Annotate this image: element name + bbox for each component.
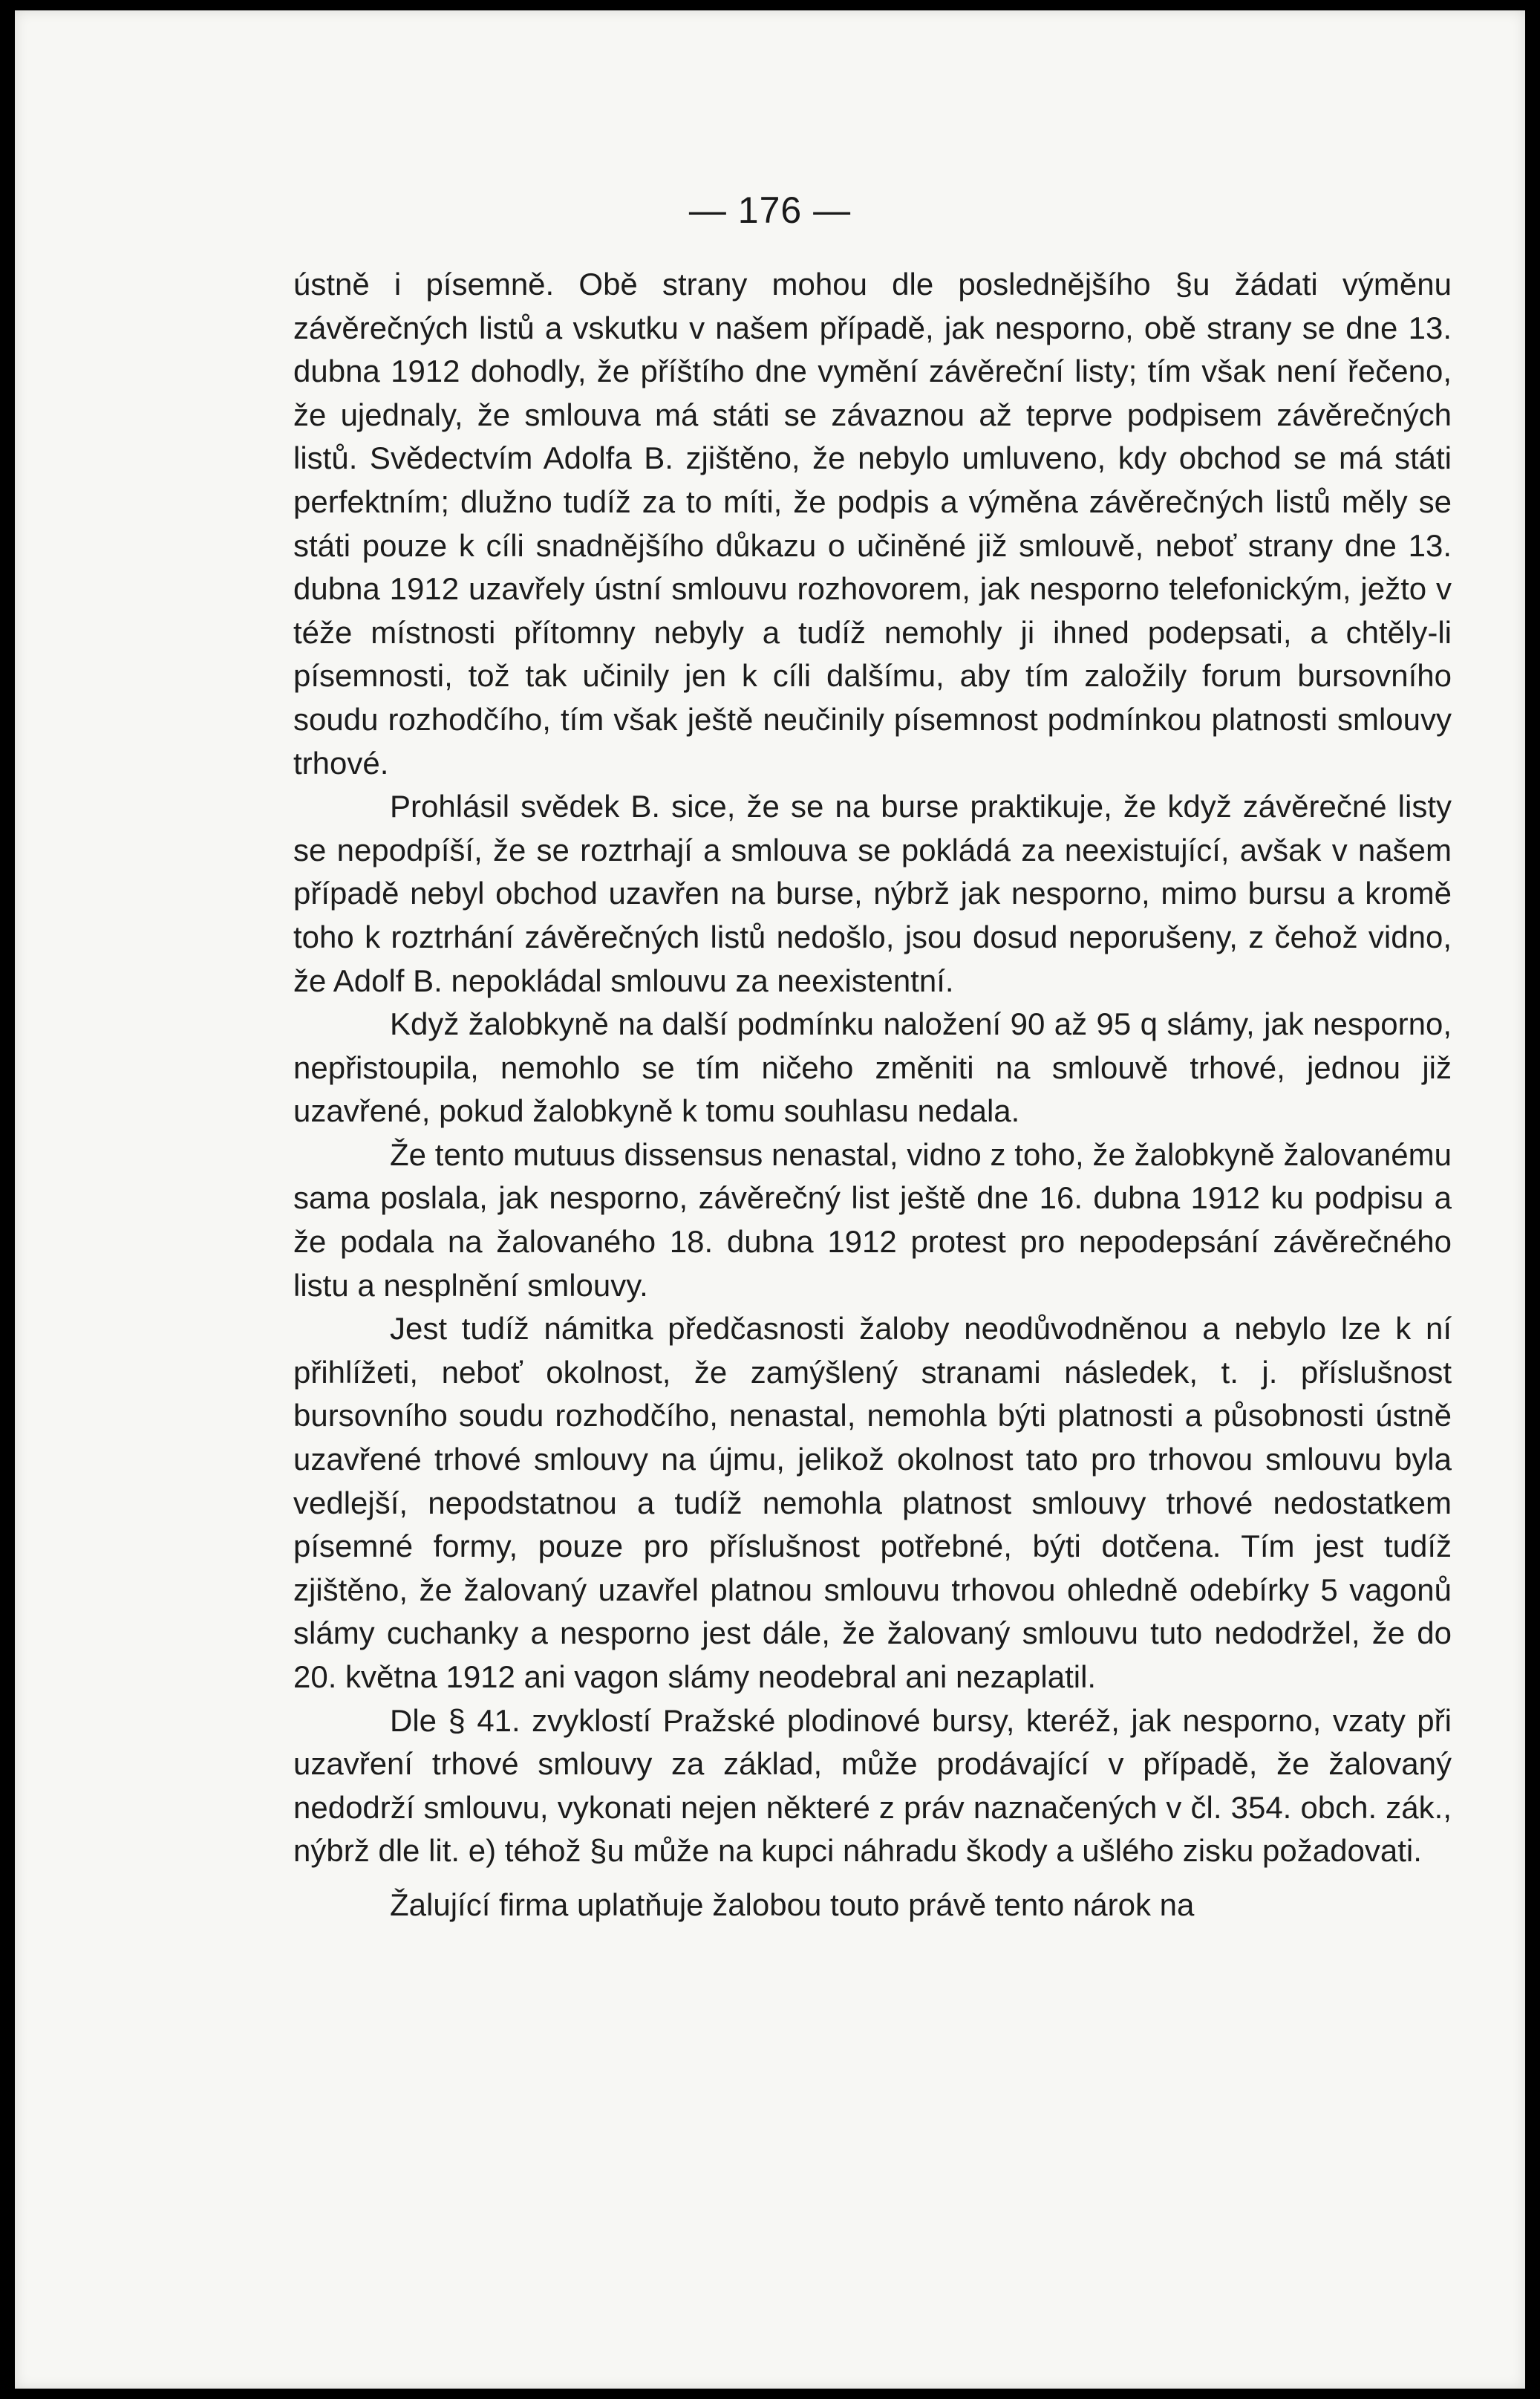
book-page: [15, 10, 1525, 2389]
paragraph: Jest tudíž námitka předčasnosti žaloby neodůvodněnou a nebylo lze k ní přihlížeti, neboť okolnost, že zamýšlený stranami následek, t. j. příslušnost bursovního soudu rozhodčího, nenastal, nemohla býti platnosti a působnosti ústně uzavřené trhové smlouvy na újmu, jelikož okolnost tato pro trhovou smlouvu byla vedlejší, nepodstatnou a tudíž nemohla platnost smlouvy trhové nedostatkem písemné formy, pouze pro příslušnost potřebné, býti dotčena. Tím jest tudíž zjištěno, že žalovaný uzavřel platnou smlouvu trhovou ohledně odebírky 5 vagonů slámy cuchanky a nesporno jest dále, že žalovaný smlouvu tuto nedodržel, že do 20. května 1912 ani vagon slámy neodebral ani nezaplatil.: [293, 1311, 1452, 1694]
paragraph: Žalující firma uplatňuje žalobou touto právě tento nárok na: [390, 1887, 1195, 1922]
paragraph: Dle § 41. zvyklostí Pražské plodinové bursy, kteréž, jak nesporno, vzaty při uzavření trhové smlouvy za základ, může prodávající v případě, že žalovaný nedodrží smlouvu, vykonati nejen některé z práv naznačených v čl. 354. obch. zák., nýbrž dle lit. e) téhož §u může na kupci náhradu škody a ušlého zisku požadovati.: [293, 1702, 1452, 1869]
body-text: [293, 263, 1452, 1927]
paragraph: ústně i písemně. Obě strany mohou dle poslednějšího §u žádati výměnu závěrečných listů a vskutku v našem případě, jak nesporno, obě strany se dne 13. dubna 1912 dohodly, že příštího dne vymění závěreční listy; tím však není řečeno, že ujednaly, že smlouva má státi se závaznou až teprve podpisem závěrečných listů. Svědectvím Adolfa B. zjištěno, že nebylo umluveno, kdy obchod se má státi perfektním; dlužno tudíž za to míti, že podpis a výměna závěrečných listů měly se státi pouze k cíli snadnějšího důkazu o učiněné již smlouvě, neboť strany dne 13. dubna 1912 uzavřely ústní smlouvu rozhovorem, jak nesporno telefonickým, ježto v téže místnosti přítomny nebyly a tudíž nemohly ji ihned podepsati, a chtěly-li písemnosti, tož tak učinily jen k cíli dalšímu, aby tím založily forum bursovního soudu rozhodčího, tím však ještě neučinily písemnost podmínkou platnosti smlouvy trhové.: [293, 267, 1452, 781]
paragraph: Když žalobkyně na další podmínku naložení 90 až 95 q slámy, jak nesporno, nepřistoupila, nemohlo se tím ničeho změniti na smlouvě trhové, jednou již uzavřené, pokud žalobkyně k tomu souhlasu nedala.: [293, 1006, 1452, 1129]
paragraph: Že tento mutuus dissensus nenastal, vidno z toho, že žalobkyně žalovanému sama poslala, jak nesporno, závěrečný list ještě dne 16. dubna 1912 ku podpisu a že podala na žalovaného 18. dubna 1912 protest pro nepodepsání závěrečného listu a nesplnění smlouvy.: [293, 1136, 1452, 1303]
paragraph: Prohlásil svědek B. sice, že se na burse praktikuje, že když závěrečné listy se nepodpíší, že se roztrhají a smlouva se pokládá za neexistující, avšak v našem případě nebyl obchod uzavřen na burse, nýbrž jak nesporno, mimo bursu a kromě toho k roztrhání závěrečných listů nedošlo, jsou dosud neporušeny, z čehož vidno, že Adolf B. nepokládal smlouvu za neexistentní.: [293, 789, 1452, 998]
page-number: — 176 —: [688, 189, 852, 231]
